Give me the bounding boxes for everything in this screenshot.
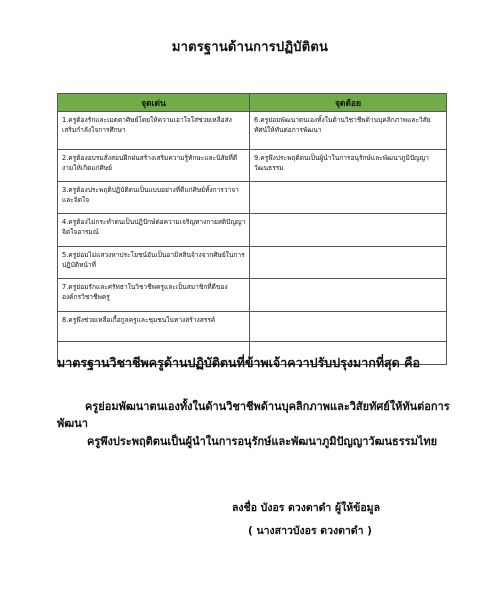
table-header-row <box>58 94 447 112</box>
improvement-item: ครูย่อมพัฒนาตนเองทั้งในด้านวิชาชีพด้านบุคลิกภาพและวิสัยทัศย์ให้ทันต่อการพัฒนา <box>57 400 450 430</box>
table-row <box>58 312 447 342</box>
improvement-heading: มาตรฐานวิชาชีพครูด้านปฏิบัติตนที่ข้าพเจ้าควาปรับปรุงมากที่สุด คือ <box>57 355 421 370</box>
strength-cell: 4.ครูต้องไม่กระทำตนเป็นปฏิปักษ์ต่อความเจริญทางกายสติปัญญาจิตใจอารมณ์ <box>58 214 250 247</box>
page-title: มาตรฐานด้านการปฏิบัติตน <box>171 40 329 55</box>
weakness-cell <box>250 214 447 247</box>
signature-name: ( นางสาวบังอร ดวงตาดำ ) <box>248 525 372 537</box>
strength-cell: 7.ครูย่อมรักและศรัทธาในวิชาชีพครูและเป็นสมาชิกที่ดีขององค์กรวิชาชีพครู <box>58 279 250 312</box>
weakness-cell <box>250 279 447 312</box>
weaknesses-header: จุดด้อย <box>250 94 447 112</box>
strength-cell: 1.ครูต้องรักและเมตตาศิษย์โดยให้ความเอาใจใส่ช่วยเหลือส่งเสริมกำลังใจการศึกษา <box>58 112 250 150</box>
table-row <box>58 182 447 214</box>
weakness-cell <box>250 182 447 214</box>
table-row <box>58 279 447 312</box>
table-row <box>58 112 447 150</box>
improvement-item: ครูพึงประพฤติตนเป็นผู้นำในการอนุรักษ์และพัฒนาภูมิปัญญาวัฒนธรรมไทย <box>87 435 438 448</box>
standards-table <box>57 93 447 365</box>
strength-cell: 3.ครูต้องประพฤติปฏิบัติตนเป็นแบบอย่างที่ดีแก่ศิษย์ทั้งการวาจาและจิตใจ <box>58 182 250 214</box>
weakness-cell: 6.ครูย่อมพัฒนาตนเองทั้งในด้านวิชาชีพด้านบุคลิกภาพและวิสัยทัศน์ให้ทันต่อการพัฒนา <box>250 112 447 150</box>
weakness-cell <box>250 247 447 279</box>
table-row <box>58 247 447 279</box>
strengths-header: จุดเด่น <box>58 94 250 112</box>
strength-cell: 8.ครูพึงช่วยเหลือเกื้อกูลครูและชุมชนในทางสร้างสรรค์ <box>58 312 250 342</box>
table-row <box>58 214 447 247</box>
table-row <box>58 150 447 182</box>
strength-cell: 2.ครูต้องอบรมสั่งสอนฝึกฝนสร้างเสริมความรู้ทักษะและนิสัยที่ดีงามให้เกิดแก่ศิษย์ <box>58 150 250 182</box>
signature-line: ลงชื่อ บังอร ดวงตาดำ ผู้ให้ข้อมูล <box>232 502 381 514</box>
weakness-cell: 9.ครูพึงประพฤติตนเป็นผู้นำในการอนุรักษ์และพัฒนาภูมิปัญญาวัฒนธรรม <box>250 150 447 182</box>
weakness-cell <box>250 312 447 342</box>
strength-cell: 5.ครูย่อมไม่แสวงหาประโยชน์อันเป็นอามิสสินจ้างจากศิษย์ในการปฏิบัติหน้าที่ <box>58 247 250 279</box>
